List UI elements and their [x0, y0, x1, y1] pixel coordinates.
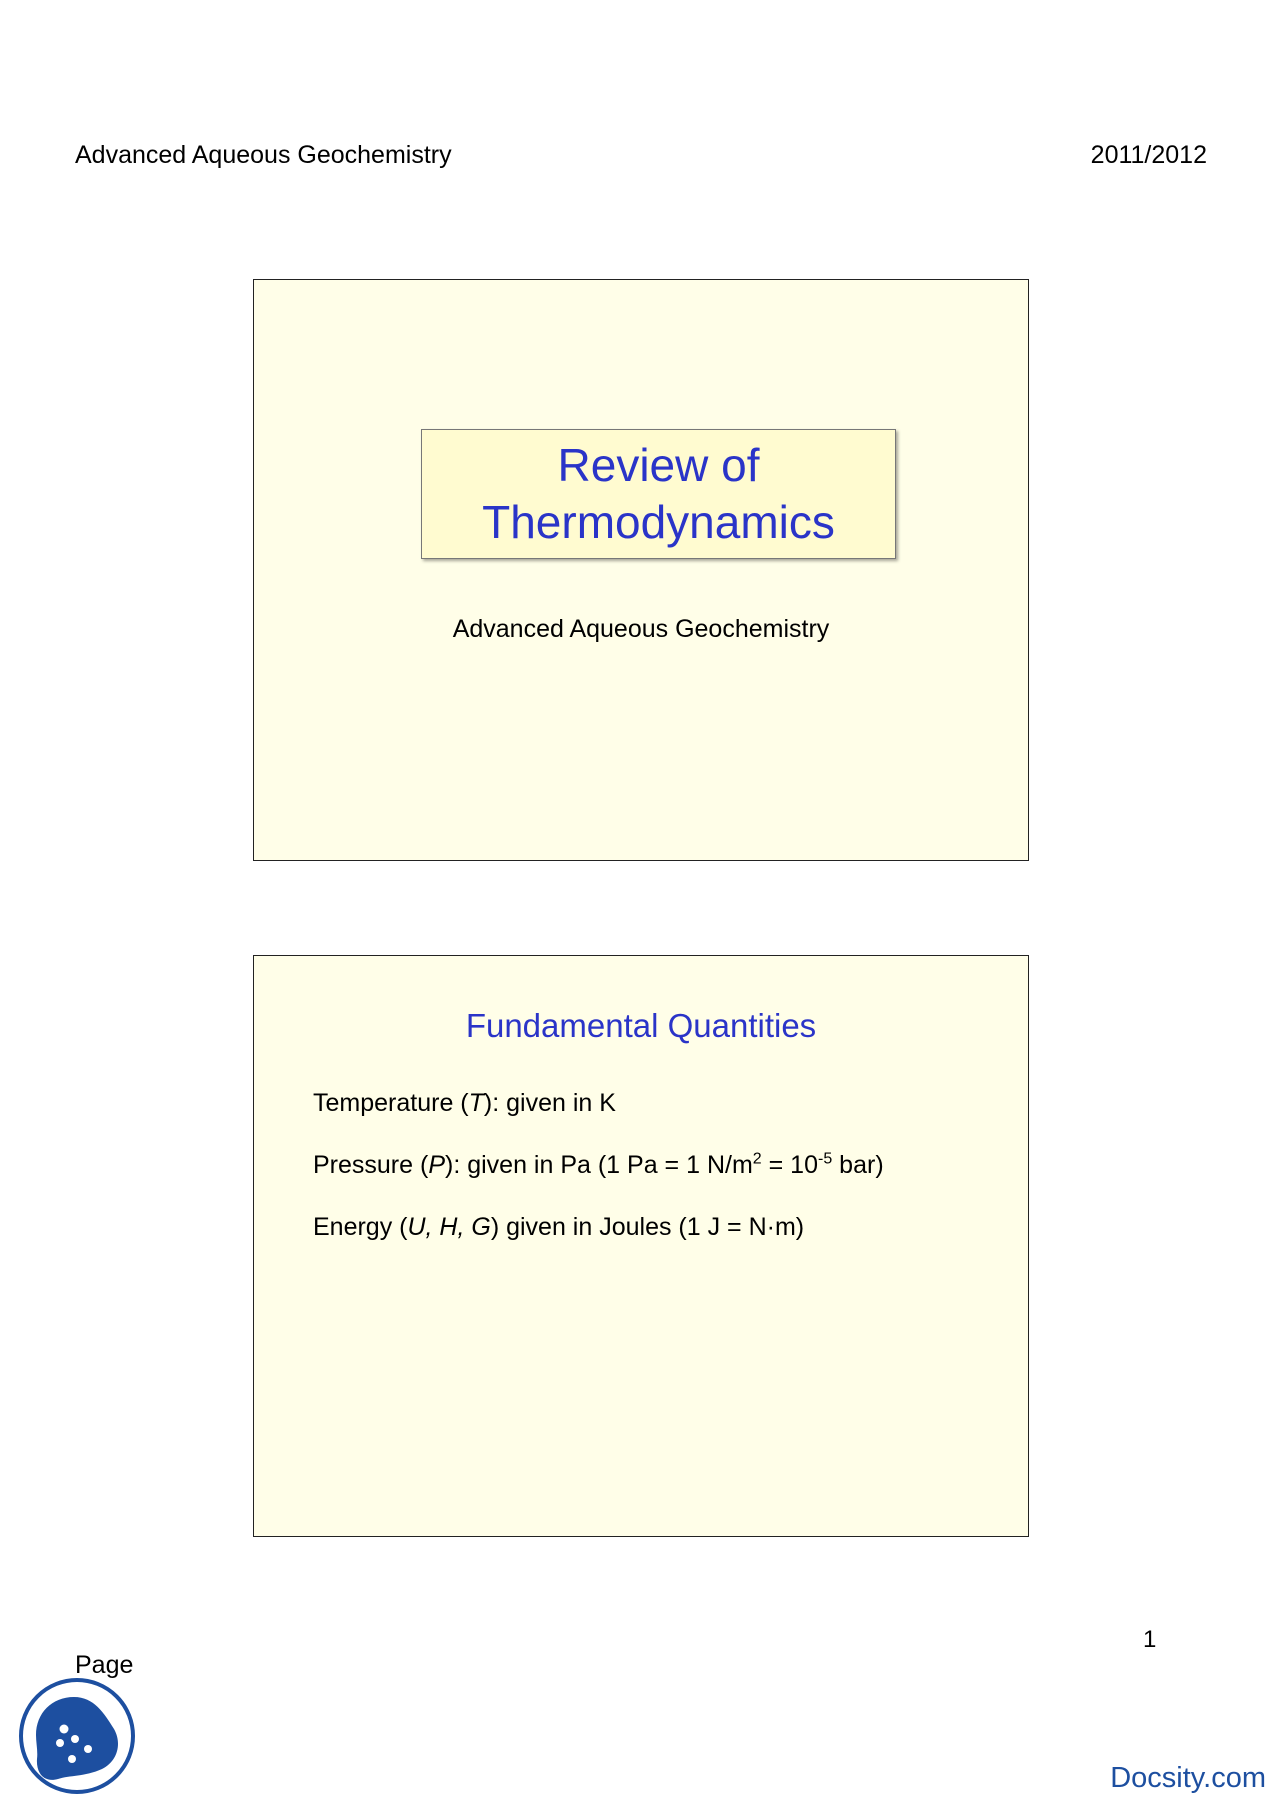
slide-heading: Fundamental Quantities	[465, 1007, 817, 1044]
slide-subtitle: Advanced Aqueous Geochemistry	[452, 615, 830, 643]
docsity-logo-icon	[18, 1677, 136, 1795]
header-academic-year: 2011/2012	[1090, 141, 1207, 169]
slide-title-line1: Review of	[557, 439, 760, 491]
pressure-text-a: Pressure (	[313, 1151, 429, 1179]
pressure-text-d: bar)	[832, 1151, 884, 1179]
energy-line	[313, 1213, 804, 1242]
pressure-symbol: P	[428, 1151, 445, 1179]
page-number: 1	[1143, 1626, 1157, 1653]
pressure-text-b: ): given in Pa (1 Pa = 1 N/m	[445, 1151, 753, 1179]
slide-title-box	[421, 429, 896, 559]
page-label: Page	[75, 1651, 134, 1679]
pressure-exponent-neg5: -5	[818, 1150, 833, 1168]
energy-symbols: U, H, G	[407, 1213, 491, 1241]
temperature-symbol: T	[468, 1089, 484, 1117]
pressure-text-c: = 10	[761, 1151, 818, 1179]
docsity-brand-link[interactable]: Docsity.com	[1110, 1762, 1266, 1794]
header-course-title: Advanced Aqueous Geochemistry	[75, 141, 452, 169]
energy-text-b: ) given in Joules (1 J = N·m)	[490, 1213, 805, 1241]
energy-text-a: Energy (	[313, 1213, 408, 1241]
slide-title	[253, 279, 1029, 861]
slide-fundamental-quantities	[253, 955, 1029, 1537]
pressure-exponent-2: 2	[752, 1150, 762, 1168]
temperature-text-b: ): given in K	[483, 1089, 616, 1117]
pressure-line	[313, 1151, 884, 1180]
temperature-line	[313, 1089, 616, 1118]
temperature-text-a: Temperature (	[313, 1089, 469, 1117]
slide-title-line2: Thermodynamics	[482, 496, 835, 548]
